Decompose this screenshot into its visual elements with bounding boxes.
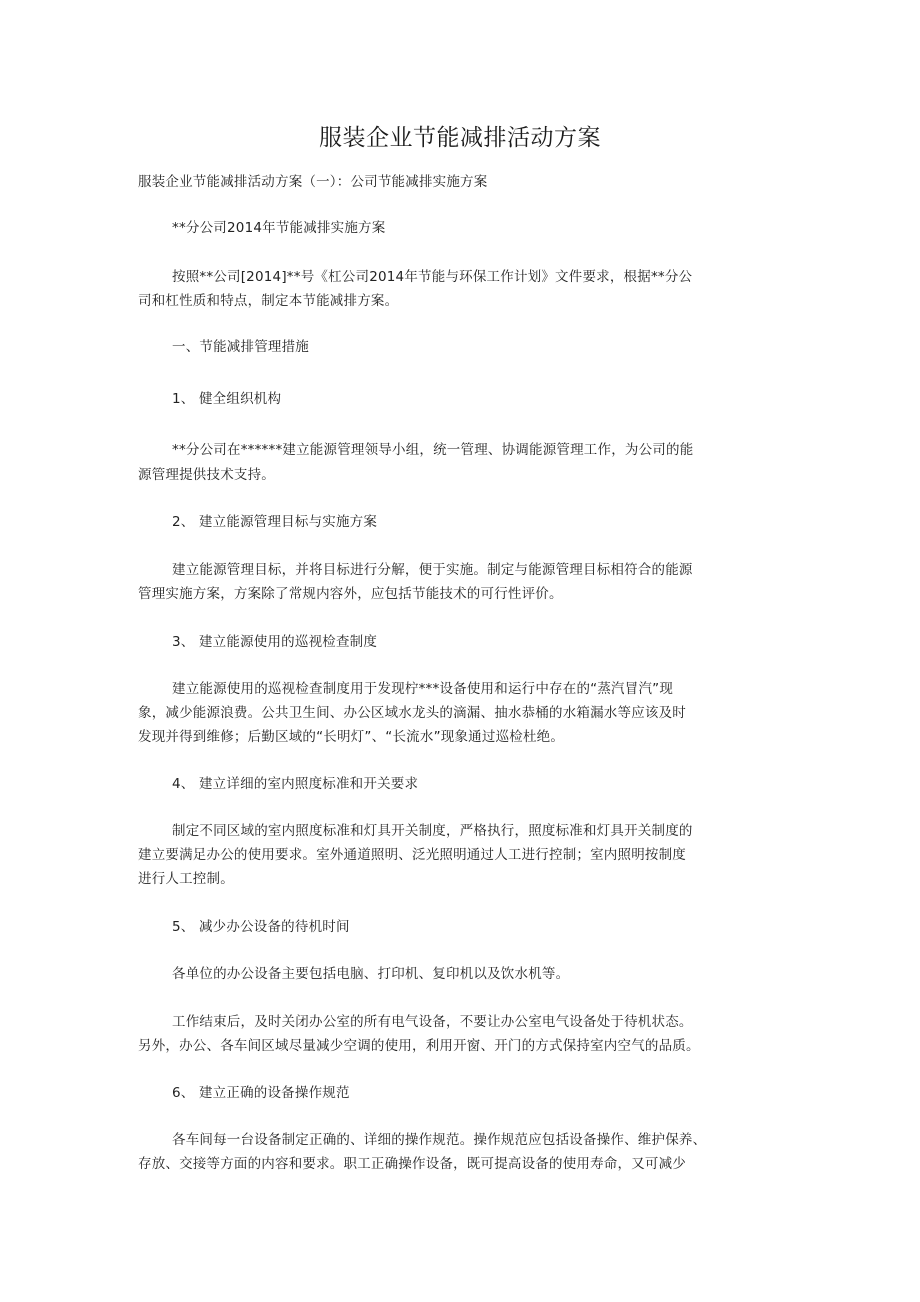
paragraph-line: 工作结束后，及时关闭办公室的所有电气设备，不要让办公室电气设备处于待机状态。	[172, 1014, 693, 1030]
document-title: 服装企业节能减排活动方案	[319, 125, 601, 151]
section-heading: 一、节能减排管理措施	[172, 339, 309, 355]
paragraph-line: **分公司在******建立能源管理领导小组，统一管理、协调能源管理工作，为公司的能	[172, 442, 694, 458]
intro-paragraph-line: 司和杠性质和特点，制定本节能减排方案。	[138, 293, 399, 309]
item-heading: 2、 建立能源管理目标与实施方案	[172, 514, 378, 530]
document-subtitle: 服装企业节能减排活动方案（一）：公司节能减排实施方案	[138, 174, 488, 190]
item-heading: 4、 建立详细的室内照度标准和开关要求	[172, 776, 419, 792]
item-heading: 1、 健全组织机构	[172, 391, 282, 407]
paragraph-line: 各车间每一台设备制定正确的、详细的操作规范。操作规范应包括设备操作、维护保养、	[172, 1132, 707, 1148]
paragraph-line: 源管理提供技术支持。	[138, 467, 275, 483]
item-heading: 3、 建立能源使用的巡视检查制度	[172, 634, 378, 650]
plan-title: **分公司2014年节能减排实施方案	[172, 220, 386, 236]
paragraph-line: 建立能源管理目标，并将目标进行分解，便于实施。制定与能源管理目标相符合的能源	[172, 562, 693, 578]
paragraph-line: 另外，办公、各车间区域尽量减少空调的使用，利用开窗、开门的方式保持室内空气的品质。	[138, 1038, 700, 1054]
paragraph-line: 进行人工控制。	[138, 871, 234, 887]
paragraph-line: 管理实施方案，方案除了常规内容外，应包括节能技术的可行性评价。	[138, 586, 563, 602]
paragraph-line: 象，减少能源浪费。公共卫生间、办公区域水龙头的滴漏、抽水恭桶的水箱漏水等应该及时	[138, 705, 686, 721]
paragraph-line: 发现并得到维修；后勤区域的“长明灯”、“长流水”现象通过巡检杜绝。	[138, 729, 565, 745]
item-heading: 5、 减少办公设备的待机时间	[172, 919, 350, 935]
paragraph-line: 存放、交接等方面的内容和要求。职工正确操作设备，既可提高设备的使用寿命，又可减少	[138, 1156, 686, 1172]
paragraph-line: 建立要满足办公的使用要求。室外通道照明、泛光照明通过人工进行控制；室内照明按制度	[138, 847, 686, 863]
paragraph-line: 各单位的办公设备主要包括电脑、打印机、复印机以及饮水机等。	[172, 966, 570, 982]
item-heading: 6、 建立正确的设备操作规范	[172, 1085, 350, 1101]
paragraph-line: 建立能源使用的巡视检查制度用于发现柠***设备使用和运行中存在的“蒸汽冒汽”现	[172, 681, 674, 697]
intro-paragraph-line: 按照**公司[2014]**号《杠公司2014年节能与环保工作计划》文件要求，根据**分公	[172, 269, 693, 285]
paragraph-line: 制定不同区域的室内照度标准和灯具开关制度，严格执行，照度标准和灯具开关制度的	[172, 823, 693, 839]
